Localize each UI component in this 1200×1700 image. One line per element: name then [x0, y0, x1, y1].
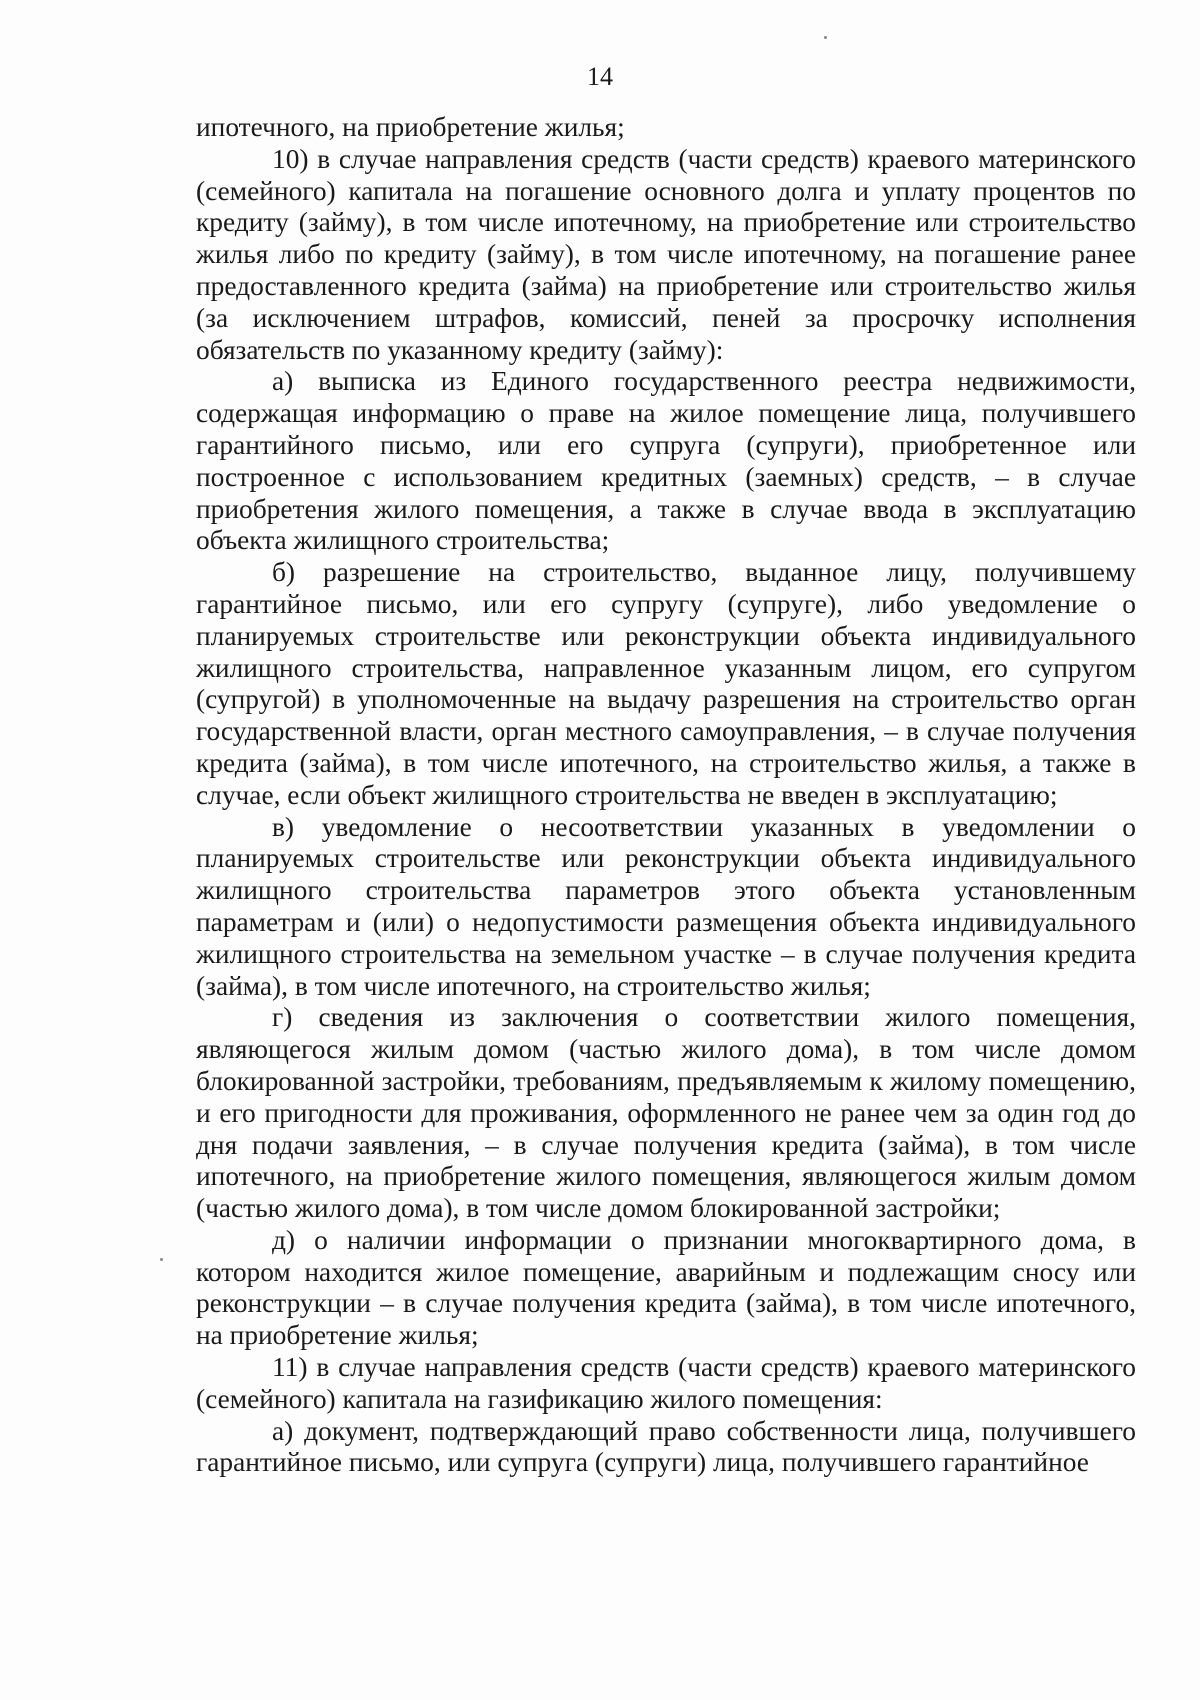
document-body — [196, 112, 1136, 1479]
paragraph-item-10g: г) сведения из заключения о соответствии жилого помещения, являющегося жилым домом (частью жилого дома), в том числе домом блокированной застройки, требованиям, предъявляемым к жилому помещению, и его пригодности для проживания, оформленного не ранее чем за один год до дня подачи заявления, – в случае получения кредита (займа), в том числе ипотечного, на приобретение жилого помещения, являющегося жилым домом (частью жилого дома), в том числе домом блокированной застройки; — [196, 1002, 1136, 1224]
paragraph-item-10b: б) разрешение на строительство, выданное лицу, получившему гарантийное письмо, или его супругу (супруге), либо уведомление о планируемых строительстве или реконструкции объекта индивидуального жилищного строительства, направленное указанным лицом, его супругом (супругой) в уполномоченные на выдачу разрешения на строительство орган государственной власти, орган местного самоуправления, – в случае получения кредита (займа), в том числе ипотечного, на строительство жилья, а также в случае, если объект жилищного строительства не введен в эксплуатацию; — [196, 557, 1136, 810]
paragraph-item-11a: а) документ, подтверждающий право собственности лица, получившего гарантийное письмо, или супруга (супруги) лица, получившего гарантийное — [196, 1415, 1136, 1478]
page-number: 14 — [587, 62, 613, 91]
scan-speck — [160, 1258, 163, 1261]
paragraph-item-11: 11) в случае направления средств (части средств) краевого материнского (семейного) капитала на газификацию жилого помещения: — [196, 1352, 1136, 1414]
paragraph-item-10a: а) выписка из Единого государственного реестра недвижимости, содержащая информацию о праве на жилое помещение лица, получившего гарантийного письмо, или его супруга (супруги), приобретенное или построенное с использованием кредитных (заемных) средств, – в случае приобретения жилого помещения, а также в случае ввода в эксплуатацию объекта жилищного строительства; — [196, 366, 1136, 556]
paragraph-continuation: ипотечного, на приобретение жилья; — [196, 112, 625, 142]
paragraph-item-10d: д) о наличии информации о признании многоквартирного дома, в котором находится жилое помещение, аварийным и подлежащим сносу или реконструкции – в случае получения кредита (займа), в том числе ипотечного, на приобретение жилья; — [196, 1224, 1136, 1351]
scan-speck — [824, 36, 827, 39]
paragraph-item-10: 10) в случае направления средств (части средств) краевого материнского (семейного) капитала на погашение основного долга и уплату процентов по кредиту (займу), в том числе ипотечному, на приобретение или строительство жилья либо по кредиту (займу), в том числе ипотечному, на погашение ранее предоставленного кредита (займа) на приобретение или строительство жилья (за исключением штрафов, комиссий, пеней за просрочку исполнения обязательств по указанному кредиту (займу): — [196, 143, 1136, 365]
paragraph-item-10v: в) уведомление о несоответствии указанных в уведомлении о планируемых строительстве или реконструкции объекта индивидуального жилищного строительства параметров этого объекта установленным параметрам и (или) о недопустимости размещения объекта индивидуального жилищного строительства на земельном участке – в случае получения кредита (займа), в том числе ипотечного, на строительство жилья; — [196, 811, 1136, 1001]
